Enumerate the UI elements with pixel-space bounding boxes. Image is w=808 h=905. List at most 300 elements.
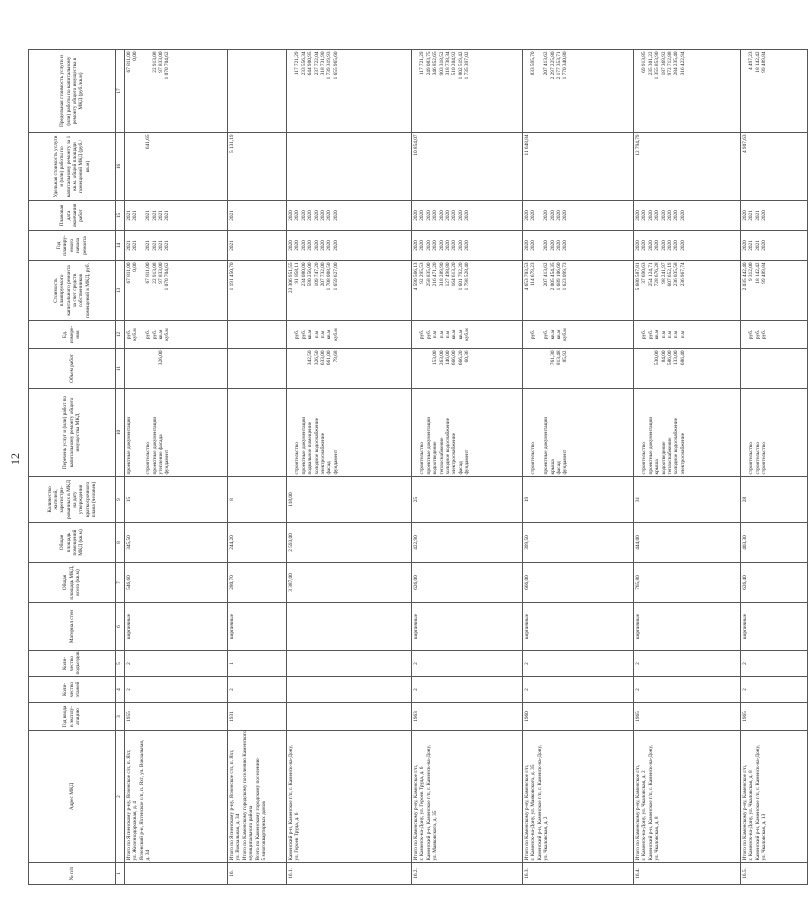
start-year: 2020	[438, 240, 445, 251]
cost-value: 18 142,42	[754, 262, 761, 284]
work-item: строительство	[761, 442, 768, 475]
start-year: 2021	[754, 240, 761, 251]
limit-cost-cell	[228, 50, 287, 133]
entrances-cell: 2	[634, 651, 741, 677]
volume-value: 342,50	[307, 350, 314, 366]
address-line: ул. Героев Труда, д. 6	[294, 812, 301, 861]
start-year: 2020	[300, 240, 307, 251]
unit-value: п.м	[319, 330, 326, 339]
limit-cost-value: 1 355 853,90	[654, 51, 661, 80]
column-header: Коли-чество подъездов	[29, 651, 116, 677]
cost-value: 67 811,00	[145, 262, 152, 284]
end-year: 2020	[742, 210, 748, 221]
start-year: 2020	[307, 240, 314, 251]
work-item: подвальное помещение	[307, 421, 314, 475]
start-year: 2020	[451, 240, 458, 251]
unit-cost-value	[164, 135, 170, 199]
premises-area-cell: 399,50	[523, 523, 634, 563]
work-item: крыша	[549, 459, 556, 475]
premises-area-cell: 403,30	[741, 523, 808, 563]
address-cell	[228, 731, 287, 863]
unit-value: кв.м	[451, 329, 458, 340]
work-item: водоотведение	[432, 441, 439, 475]
wall-material-cell: кирпичные	[412, 603, 523, 651]
column-number: 2	[116, 731, 125, 863]
works-cell	[125, 389, 228, 477]
volume-value: 153,00	[432, 350, 439, 366]
total-area-cell: 626,00	[412, 563, 523, 603]
start-year-cell	[125, 231, 228, 261]
unit-value: руб.	[543, 329, 550, 340]
row-id: 16.	[228, 863, 287, 885]
address-line: Итого по Каменскому р-ну, Каменское г/п,	[742, 764, 748, 861]
floors-cell: 2	[125, 677, 228, 703]
unit-value: кв.м	[457, 329, 464, 340]
column-number: 4	[116, 677, 125, 703]
work-item: фундамент	[164, 449, 171, 475]
unit-value: руб.	[641, 329, 648, 340]
limit-cost-value: 18 142,42	[754, 51, 761, 73]
unit-value: руб.	[425, 329, 432, 340]
address-line: д. 34	[145, 849, 152, 861]
start-year: 2020	[549, 240, 556, 251]
end-year: 2020	[562, 210, 569, 221]
unit-value: руб.	[145, 329, 152, 340]
unit-value: кв.м	[307, 329, 314, 340]
start-year: 2020	[444, 240, 451, 251]
column-header: Адрес МКД	[29, 731, 116, 863]
cost-value: 258 835,00	[425, 262, 432, 287]
address-line: г. Каменск-на-Дону, ул. Героев Труда, д. 6	[419, 766, 426, 861]
unit-cost-value: 11 648,84	[524, 134, 530, 156]
start-year: 2020	[413, 240, 419, 251]
premises-area-cell: 244,20	[228, 523, 287, 563]
limit-cost-value: 69 913,85	[641, 51, 648, 73]
address-line: Итого по Ясненскому р-ну, Ясненское с/п, п. Яхт,	[126, 749, 132, 861]
limit-cost-cell	[287, 50, 412, 133]
total-area-cell: 626,40	[741, 563, 808, 603]
address-line: г. Каменск-на-Дону, ул. Маяковского, д. 35	[530, 764, 537, 861]
address-line: ул. Вокзальная, д. 34	[235, 813, 242, 861]
end-year: 2021	[132, 210, 139, 221]
cost-value: 590 256,00	[307, 262, 314, 287]
end-year: 2020	[673, 210, 680, 221]
address-line: 5 многоквартирных домов	[260, 801, 267, 861]
address-line: ул. Маяковского, д. 35	[432, 810, 439, 861]
wall-material-cell	[287, 603, 412, 651]
start-year: 2020	[673, 240, 680, 251]
unit-value: п.м	[313, 330, 320, 339]
limit-cost-value: 318 738,34	[444, 51, 451, 76]
row-id: 16.1.	[287, 863, 412, 885]
table-body	[125, 50, 808, 885]
cost-value: 2 035 442,40	[742, 262, 748, 291]
work-item: фасад	[326, 461, 333, 475]
start-year: 2020	[543, 240, 550, 251]
unit-cost-value	[761, 135, 767, 199]
unit-cost-value	[333, 135, 339, 199]
start-year: 2021	[748, 240, 755, 251]
limit-cost-value: 972 712,88	[666, 51, 673, 76]
cost-value: 207 732,00	[319, 262, 326, 287]
premises-area-cell: 444,00	[634, 523, 741, 563]
end-year: 2020	[300, 210, 307, 221]
column-header: Стоимость планируемого капитального ремонта за счет средств собственников помещений в МКД, руб.	[29, 261, 116, 321]
unit-value: руб.	[126, 329, 132, 340]
end-date-cell	[228, 201, 287, 231]
limit-cost-cell	[125, 50, 228, 133]
work-item: теплоснабжение	[438, 437, 445, 475]
work-item: крыша	[654, 459, 661, 475]
cost-value: 97 833,00	[157, 262, 164, 284]
cost-value: 109 747,20	[313, 262, 320, 287]
column-header: Объем работ	[29, 349, 116, 389]
work-item: строительство	[294, 442, 301, 475]
works-cell	[634, 389, 741, 477]
cost-value: 23 306 951,55	[288, 262, 294, 293]
residents-cell: 8	[228, 477, 287, 523]
limit-cost-value: 903 318,52	[438, 51, 445, 76]
table-header	[29, 50, 125, 885]
work-item: холодное водоснабжение	[673, 417, 680, 475]
floors-cell: 2	[228, 677, 287, 703]
address-line: ул. Железнодорожная, д. 4	[132, 801, 139, 861]
start-year: 2020	[679, 240, 686, 251]
column-header: Общая площадь МКД, всего (кв.м)	[29, 563, 116, 603]
year-cell: 1960	[523, 703, 634, 731]
volume-cell	[523, 349, 634, 389]
limit-cost-value: 318 731,90	[319, 51, 326, 76]
limit-cost-cell	[523, 50, 634, 133]
column-number: 12	[116, 321, 125, 349]
cost-cell	[523, 261, 634, 321]
unit-value: п.м	[679, 330, 686, 339]
start-year: 2020	[761, 240, 768, 251]
volume-value: 146,00	[444, 350, 451, 366]
work-item: строительство	[530, 442, 537, 475]
address-line: Каменский р-н, Каменское г/п, г. Каменск-на-Дону,	[288, 745, 294, 861]
volume-value	[164, 351, 170, 387]
column-number: 14	[116, 231, 125, 261]
end-year: 2020	[524, 210, 530, 221]
premises-area-cell: 345,50	[125, 523, 228, 563]
work-item: проектные документации	[647, 416, 654, 475]
column-number: 9	[116, 477, 125, 523]
work-item: строительство	[419, 442, 426, 475]
start-year: 2020	[288, 240, 294, 251]
limit-cost-value: 207 413,62	[543, 51, 550, 76]
residents-cell: 31	[634, 477, 741, 523]
cost-value: 99 489,84	[761, 262, 768, 284]
address-cell	[125, 731, 228, 863]
work-item: водоотведение	[660, 441, 667, 475]
unit-cell	[523, 321, 634, 349]
end-date-cell	[634, 201, 741, 231]
start-year-cell	[634, 231, 741, 261]
floors-cell: 2	[412, 677, 523, 703]
start-year: 2021	[132, 240, 139, 251]
unit-value: п.м	[432, 330, 439, 339]
cost-value: 318 289,90	[438, 262, 445, 287]
cost-value: 1 659 627,00	[332, 262, 339, 291]
address-line: ул. Чкаловская, д. 13	[761, 813, 768, 861]
unit-cost-cell	[125, 133, 228, 201]
end-year: 2020	[425, 210, 432, 221]
end-year: 2020	[530, 210, 537, 221]
total-area-cell: 666,00	[523, 563, 634, 603]
unit-cost-cell	[412, 133, 523, 201]
start-year-cell	[287, 231, 412, 261]
table-row	[228, 50, 287, 885]
address-cell	[741, 731, 808, 863]
row-id: 16.2.	[412, 863, 523, 885]
end-year: 2021	[748, 210, 755, 221]
unit-cost-cell	[228, 133, 287, 201]
unit-value: куб.м	[562, 328, 569, 341]
start-year: 2020	[654, 240, 661, 251]
residents-cell: 19	[523, 477, 634, 523]
column-number: 11	[116, 349, 125, 389]
end-year: 2020	[641, 210, 648, 221]
unit-value: куб.м	[464, 328, 471, 341]
works-cell	[228, 389, 287, 477]
volume-value: 60,36	[464, 350, 471, 363]
column-number: 6	[116, 603, 125, 651]
unit-value: куб.м	[332, 328, 339, 341]
start-year: 2020	[562, 240, 569, 251]
limit-cost-value: 97 833,00	[157, 51, 164, 73]
address-line: Каменский р-н, Каменское г/п, г. Каменск-на-Дону,	[647, 745, 654, 861]
residents-cell: 25	[412, 477, 523, 523]
cost-value: 1 708 008,50	[326, 262, 333, 291]
address-line: Ясненский р-н, Яхтенское с/п, п. Яхт, ул. Вокзальная,	[138, 739, 145, 861]
end-year: 2020	[543, 210, 550, 221]
volume-cell	[287, 349, 412, 389]
address-line: ул. Чкаловская, д. 2	[543, 816, 550, 861]
unit-value: кв.м	[555, 329, 562, 340]
limit-cost-value: 1 735 397,02	[464, 51, 471, 80]
start-year: 2021	[151, 240, 158, 251]
start-year: 2020	[332, 240, 339, 251]
limit-cost-value: 117 721,29	[294, 51, 301, 76]
unit-value: п.м	[666, 330, 673, 339]
limit-cost-value: 233 556,34	[300, 51, 307, 76]
cost-value: 5 680 587,81	[635, 262, 641, 291]
start-year: 2021	[157, 240, 164, 251]
work-item: электроснабжение	[319, 432, 326, 475]
cost-value: 37 690,63	[641, 262, 648, 284]
cost-value: 22 913,08	[151, 262, 158, 284]
work-item	[235, 391, 241, 475]
unit-value: руб.	[300, 329, 307, 340]
column-header: Количество жителей, зарегистри-рованных в МКД на дату утверждения краткосрочного плана (человек)	[29, 477, 116, 523]
unit-value: кв.м	[157, 329, 164, 340]
unit-cost-value	[680, 135, 686, 199]
limit-cost-cell	[412, 50, 523, 133]
volume-value	[235, 351, 241, 387]
works-cell	[741, 389, 808, 477]
cost-value	[235, 263, 241, 319]
address-line: г. Каменск-на-Дону, ул. Чкаловская, д. 2	[641, 770, 648, 861]
end-year: 2020	[438, 210, 445, 221]
floors-cell: 2	[634, 677, 741, 703]
total-area-cell: 280,70	[228, 563, 287, 603]
end-year: 2020	[666, 210, 673, 221]
address-line: г. Каменск-на-Дону, ул. Чкаловская, д. 8	[748, 770, 755, 861]
start-year: 2020	[647, 240, 654, 251]
limit-cost-value: 67 811,00	[126, 51, 132, 73]
column-number: 3	[116, 703, 125, 731]
unit-cost-value: 10 854,07	[413, 134, 419, 156]
address-cell	[412, 731, 523, 863]
cost-value: 4 653 703,53	[524, 262, 530, 291]
address-cell	[287, 731, 412, 863]
end-year: 2020	[451, 210, 458, 221]
unit-value: руб.	[761, 329, 768, 340]
cost-value: 254 124,71	[647, 262, 654, 287]
start-year-cell	[412, 231, 523, 261]
address-line: муниципального района	[248, 805, 255, 861]
unit-cost-value: 4 907,63	[742, 134, 748, 154]
total-area-cell: 546,60	[125, 563, 228, 603]
unit-cell	[287, 321, 412, 349]
limit-cost-value: 1 739 319,93	[326, 51, 333, 80]
unit-cost-value: 5 131,19	[229, 134, 235, 154]
volume-value: 326,50	[313, 350, 320, 366]
start-year: 2020	[313, 240, 320, 251]
limit-cost-value: 99 489,84	[761, 51, 768, 73]
column-number: 13	[116, 261, 125, 321]
wall-material-cell: кирпичные	[741, 603, 808, 651]
end-year: 2020	[413, 210, 419, 221]
limit-cost-value: 235 301,22	[647, 51, 654, 76]
unit-cell	[228, 321, 287, 349]
cost-value: 67 811,00	[126, 262, 132, 284]
volume-value: 686,40	[679, 350, 686, 366]
volume-cell	[634, 349, 741, 389]
end-year: 2020	[647, 210, 654, 221]
work-item: электроснабжение	[679, 432, 686, 475]
unit-value: куб.м	[132, 328, 139, 341]
total-area-cell: 3 387,00	[287, 563, 412, 603]
entrances-cell: 2	[741, 651, 808, 677]
start-year: 2021	[229, 240, 235, 251]
works-cell	[412, 389, 523, 477]
row-id: 16.5.	[741, 863, 808, 885]
unit-cell	[412, 321, 523, 349]
unit-value: руб.	[151, 329, 158, 340]
volume-value: 633,00	[319, 350, 326, 366]
start-year: 2020	[666, 240, 673, 251]
unit-value: п.м	[438, 330, 445, 339]
address-line: Всего по Каменскому городскому поселению	[254, 758, 261, 861]
unit-value: руб.	[754, 329, 761, 340]
table-row	[634, 50, 741, 885]
work-item: холодное водоснабжение	[313, 417, 320, 475]
entrances-cell	[287, 651, 412, 677]
column-number: 8	[116, 523, 125, 563]
end-year: 2021	[157, 210, 164, 221]
limit-cost-value: 1 655 965,60	[332, 51, 339, 80]
start-year: 2020	[530, 240, 537, 251]
start-year: 2020	[432, 240, 439, 251]
work-item: строительство	[754, 442, 761, 475]
end-year: 2021	[754, 210, 761, 221]
limit-cost-value	[235, 52, 241, 131]
volume-value: 133,00	[673, 350, 680, 366]
column-header: Общая площадь помещений МКД (кв.м)	[29, 523, 116, 563]
cost-cell	[287, 261, 412, 321]
unit-value: руб.	[647, 329, 654, 340]
end-year: 2020	[679, 210, 686, 221]
volume-cell	[228, 349, 287, 389]
limit-cost-value: 0,00	[132, 51, 139, 61]
end-year: 2020	[288, 210, 294, 221]
end-year: 2020	[313, 210, 320, 221]
cost-value: 236 035,58	[673, 262, 680, 287]
end-year: 2020	[332, 210, 339, 221]
cost-value: 234 080,00	[300, 262, 307, 287]
unit-cost-value: 12 794,79	[635, 134, 641, 156]
works-cell	[287, 389, 412, 477]
cost-value: 164 613,20	[451, 262, 458, 287]
start-year: 2020	[419, 240, 426, 251]
unit-cost-value	[235, 135, 241, 199]
residents-cell: 28	[741, 477, 808, 523]
address-line: Итого по Каменскому городскому поселению Каменского	[241, 730, 248, 861]
limit-cost-value: 644 900,95	[307, 51, 314, 76]
cost-value: 1 070 704,62	[164, 262, 171, 291]
end-year	[235, 203, 241, 229]
work-item: проектные документации	[151, 416, 158, 475]
table-row	[741, 50, 808, 885]
column-header: Предельная стоимость услуги и (или) работы по капитальному ремонту общего имущества в МКД (руб./кв.м)	[29, 50, 116, 133]
address-line: Каменский р-н, Каменское г/п, г. Каменск-на-Дону,	[754, 745, 761, 861]
volume-value: 666,00	[451, 350, 458, 366]
work-item: проектные документации	[126, 416, 132, 475]
floors-cell: 2	[741, 677, 808, 703]
column-header: Год ввода в эксплу-атацию	[29, 703, 116, 731]
end-date-cell	[287, 201, 412, 231]
row-id	[125, 863, 228, 885]
work-item: фундамент	[562, 449, 569, 475]
wall-material-cell: кирпичные	[228, 603, 287, 651]
work-item: теплоснабжение	[666, 437, 673, 475]
start-year: 2021	[164, 240, 171, 251]
volume-value: 813,48	[555, 350, 562, 366]
volume-value: 666,20	[457, 350, 464, 366]
volume-cell	[125, 349, 228, 389]
works-cell	[523, 389, 634, 477]
end-year: 2020	[432, 210, 439, 221]
column-number: 10	[116, 389, 125, 477]
premises-area-cell: 2 593,00	[287, 523, 412, 563]
column-header: Плановая дата окончания работ	[29, 201, 116, 231]
start-year: 2020	[555, 240, 562, 251]
volume-value: 85,92	[562, 350, 569, 363]
unit-cost-cell	[287, 133, 412, 201]
cost-value: 1 689 106,60	[555, 262, 562, 291]
limit-cost-value: 284 235,40	[673, 51, 680, 76]
address-line: Каменский р-н, Каменское г/п, г. Каменск-на-Дону,	[536, 745, 543, 861]
page-number: 12	[8, 453, 22, 465]
unit-cost-cell	[741, 133, 808, 201]
volume-value: 79,68	[332, 350, 339, 363]
limit-cost-value: 346 852,65	[432, 51, 439, 76]
unit-cost-cell	[523, 133, 634, 201]
residents-cell: 15	[125, 477, 228, 523]
cost-value: 1 623 099,73	[562, 262, 569, 291]
